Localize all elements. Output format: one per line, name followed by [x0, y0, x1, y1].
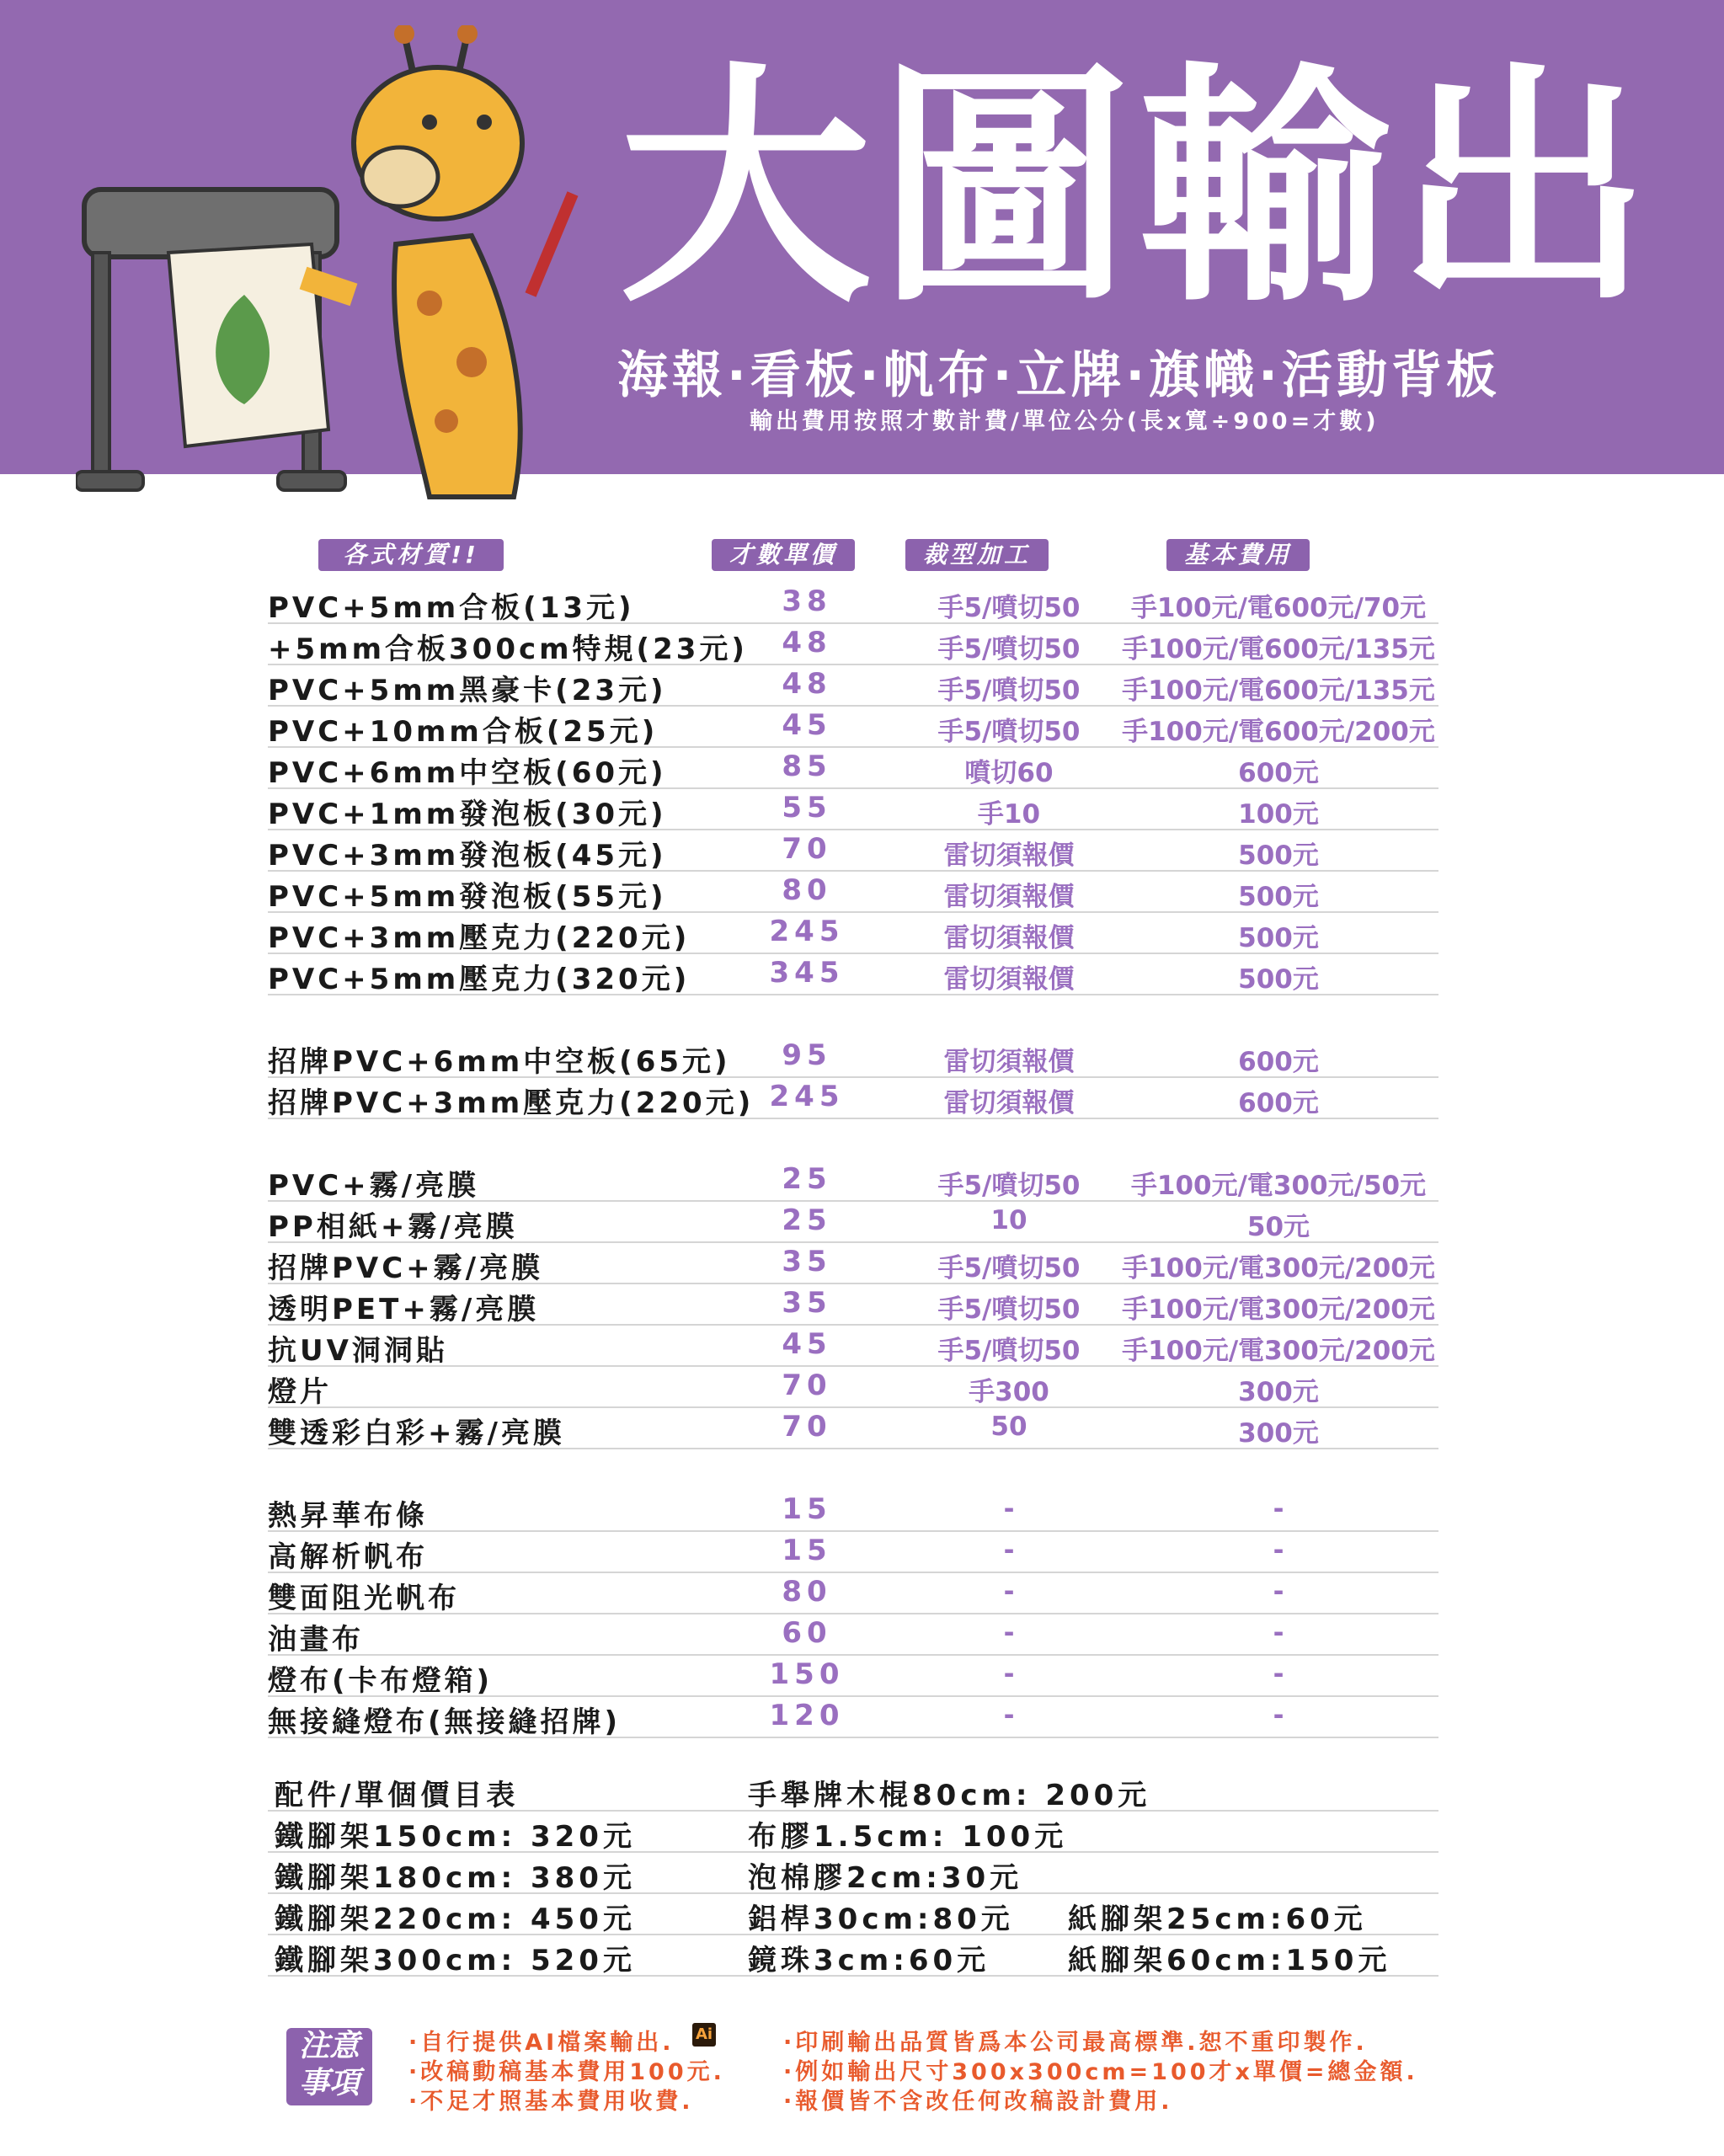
cutting-fee: 10: [990, 1205, 1027, 1235]
base-fee: -: [1273, 1618, 1284, 1648]
accessory-cell: 鐵腳架220cm: 450元: [275, 1903, 636, 1936]
unit-price: 345: [769, 956, 845, 990]
material-name: 透明PET+霧/亮膜: [268, 1293, 540, 1326]
page-title: 大圖輸出: [619, 42, 1657, 336]
unit-price: 60: [782, 1616, 832, 1650]
table-row: [268, 1654, 1438, 1697]
table-row: [268, 953, 1438, 995]
base-fee: 手100元/電600元/135元: [1122, 675, 1435, 706]
base-fee: 600元: [1238, 1088, 1319, 1118]
column-header-cutting: 裁型加工: [905, 539, 1049, 571]
accessory-cell: 布膠1.5cm: 100元: [748, 1820, 1068, 1854]
base-fee: 手100元/電300元/50元: [1130, 1171, 1427, 1201]
accessory-row: [268, 1851, 1438, 1894]
unit-price: 25: [782, 1203, 832, 1237]
unit-price: 70: [782, 832, 832, 866]
cutting-fee: -: [1003, 1494, 1015, 1524]
material-name: PP相紙+霧/亮膜: [268, 1210, 518, 1244]
base-fee: 500元: [1238, 882, 1319, 912]
note-left: ·改稿動稿基本費用100元.: [408, 2059, 725, 2085]
base-fee: 手100元/電600元/70元: [1130, 593, 1427, 623]
cutting-fee: 雷切須報價: [943, 1088, 1075, 1118]
cutting-fee: 手5/噴切50: [937, 1294, 1081, 1325]
table-row: [268, 705, 1438, 748]
table-row: [268, 829, 1438, 872]
accessory-cell: 手舉牌木棍80cm: 200元: [748, 1779, 1151, 1812]
base-fee: 300元: [1238, 1418, 1319, 1449]
unit-price: 55: [782, 791, 832, 825]
unit-price: 245: [769, 1080, 845, 1113]
material-name: 抗UV洞洞貼: [268, 1334, 448, 1368]
material-name: 招牌PVC+3mm壓克力(220元): [268, 1086, 755, 1120]
base-fee: -: [1273, 1659, 1284, 1689]
unit-price: 95: [782, 1038, 832, 1072]
base-fee: -: [1273, 1494, 1284, 1524]
base-fee: 100元: [1238, 799, 1319, 830]
notes-badge: [286, 2028, 372, 2105]
unit-price: 85: [782, 750, 832, 783]
accessory-cell: 鋁桿30cm:80元: [748, 1903, 1014, 1936]
unit-price: 70: [782, 1410, 832, 1444]
unit-price: 35: [782, 1245, 832, 1278]
column-header-unit-price: 才數單價: [712, 539, 855, 571]
table-row: [268, 1613, 1438, 1656]
cutting-fee: 雷切須報價: [943, 841, 1075, 871]
material-name: PVC+6mm中空板(60元): [268, 756, 667, 790]
material-name: 雙面阻光帆布: [268, 1582, 460, 1615]
cutting-fee: 手5/噴切50: [937, 1336, 1081, 1366]
table-row: [268, 870, 1438, 913]
notes-badge-line: 事項: [298, 2066, 360, 2100]
cutting-fee: 雷切須報價: [943, 923, 1075, 953]
accessory-cell: 鐵腳架150cm: 320元: [275, 1820, 636, 1854]
unit-price: 150: [769, 1657, 845, 1691]
accessory-cell: 紙腳架25cm:60元: [1068, 1903, 1367, 1936]
material-name: PVC+5mm發泡板(55元): [268, 880, 667, 914]
base-fee: 50元: [1246, 1212, 1310, 1242]
table-row: [268, 1241, 1438, 1284]
material-name: 招牌PVC+霧/亮膜: [268, 1251, 544, 1285]
accessory-cell: 配件/單個價目表: [275, 1779, 520, 1812]
unit-price: 245: [769, 915, 845, 948]
base-fee: -: [1273, 1577, 1284, 1607]
accessory-row: [268, 1769, 1438, 1812]
table-row: [268, 622, 1438, 665]
material-name: 燈片: [268, 1375, 332, 1409]
column-header-base-fee: 基本費用: [1166, 539, 1310, 571]
accessory-row: [268, 1810, 1438, 1853]
table-row: [268, 1324, 1438, 1367]
material-name: PVC+5mm合板(13元): [268, 591, 635, 625]
table-row: [268, 664, 1438, 707]
unit-price: 15: [782, 1534, 832, 1567]
base-fee: -: [1273, 1700, 1284, 1731]
note-right: ·報價皆不含改任何改稿設計費用.: [783, 2089, 1173, 2115]
base-fee: 手100元/電300元/200元: [1122, 1294, 1435, 1325]
giraffe-printer-illustration: [76, 25, 581, 531]
material-name: 油畫布: [268, 1623, 364, 1657]
notes-badge-line: 注意: [298, 2029, 360, 2063]
unit-price: 48: [782, 667, 832, 701]
note-left: ·自行提供AI檔案輸出.: [408, 2030, 675, 2056]
table-row: [268, 746, 1438, 789]
accessory-cell: 紙腳架60cm:150元: [1068, 1944, 1391, 1977]
table-row: [268, 1489, 1438, 1532]
unit-price: 15: [782, 1492, 832, 1526]
ai-file-icon: Ai: [692, 2023, 716, 2047]
base-fee: -: [1273, 1535, 1284, 1566]
accessory-row: [268, 1934, 1438, 1977]
table-row: [268, 1695, 1438, 1738]
base-fee: 500元: [1238, 923, 1319, 953]
material-name: 燈布(卡布燈箱): [268, 1664, 494, 1698]
unit-price: 70: [782, 1369, 832, 1402]
material-name: 雙透彩白彩+霧/亮膜: [268, 1417, 565, 1450]
table-row: [268, 1200, 1438, 1243]
note-left: ·不足才照基本費用收費.: [408, 2089, 694, 2115]
cutting-fee: 手5/噴切50: [937, 717, 1081, 747]
unit-price: 80: [782, 1575, 832, 1609]
base-fee: 手100元/電300元/200元: [1122, 1253, 1435, 1283]
material-name: 高解析帆布: [268, 1540, 428, 1574]
table-row: [268, 1530, 1438, 1573]
cutting-fee: 雷切須報價: [943, 964, 1075, 995]
unit-price: 48: [782, 626, 832, 659]
material-name: 無接縫燈布(無接縫招牌): [268, 1705, 622, 1739]
cutting-fee: 手300: [969, 1377, 1049, 1407]
material-name: PVC+3mm壓克力(220元): [268, 921, 691, 955]
cutting-fee: -: [1003, 1659, 1015, 1689]
unit-price: 25: [782, 1162, 832, 1196]
material-name: +5mm合板300cm特規(23元): [268, 632, 748, 666]
base-fee: 手100元/電600元/200元: [1122, 717, 1435, 747]
accessory-cell: 鐵腳架180cm: 380元: [275, 1861, 636, 1895]
unit-price: 35: [782, 1286, 832, 1320]
material-name: PVC+5mm壓克力(320元): [268, 963, 691, 996]
base-fee: 手100元/電600元/135元: [1122, 634, 1435, 664]
table-row: [268, 1283, 1438, 1326]
base-fee: 500元: [1238, 964, 1319, 995]
unit-price: 45: [782, 1327, 832, 1361]
table-row: [268, 1035, 1438, 1078]
cutting-fee: 手5/噴切50: [937, 1171, 1081, 1201]
page-subtitle: 海報·看板·帆布·立牌·旗幟·活動背板: [617, 346, 1501, 405]
cutting-fee: -: [1003, 1700, 1015, 1731]
note-right: ·印刷輸出品質皆爲本公司最高標準.恕不重印製作.: [783, 2030, 1368, 2056]
unit-price: 120: [769, 1699, 845, 1732]
base-fee: 600元: [1238, 758, 1319, 788]
material-name: 熱昇華布條: [268, 1499, 428, 1533]
unit-price: 38: [782, 584, 832, 618]
accessory-cell: 鏡珠3cm:60元: [748, 1944, 990, 1977]
cutting-fee: 手5/噴切50: [937, 1253, 1081, 1283]
table-row: [268, 1076, 1438, 1119]
material-name: PVC+10mm合板(25元): [268, 715, 659, 749]
cutting-fee: 雷切須報價: [943, 1047, 1075, 1077]
table-row: [268, 911, 1438, 954]
cutting-fee: 手5/噴切50: [937, 675, 1081, 706]
material-name: PVC+5mm黑豪卡(23元): [268, 674, 667, 707]
material-name: 招牌PVC+6mm中空板(65元): [268, 1045, 731, 1079]
table-row: [268, 1572, 1438, 1614]
accessory-cell: 泡棉膠2cm:30元: [748, 1861, 1023, 1895]
table-row: [268, 581, 1438, 624]
cutting-fee: 50: [990, 1412, 1027, 1442]
cutting-fee: 手5/噴切50: [937, 593, 1081, 623]
column-header-material: 各式材質!!: [318, 539, 504, 571]
cutting-fee: 手5/噴切50: [937, 634, 1081, 664]
unit-price: 80: [782, 873, 832, 907]
material-name: PVC+1mm發泡板(30元): [268, 798, 667, 831]
pricing-formula: 輸出費用按照才數計費/單位公分(長x寬÷900=才數): [750, 408, 1380, 435]
table-row: [268, 1159, 1438, 1202]
accessory-cell: 鐵腳架300cm: 520元: [275, 1944, 636, 1977]
unit-price: 45: [782, 708, 832, 742]
base-fee: 300元: [1238, 1377, 1319, 1407]
base-fee: 500元: [1238, 841, 1319, 871]
material-name: PVC+霧/亮膜: [268, 1169, 480, 1203]
material-name: PVC+3mm發泡板(45元): [268, 839, 667, 873]
cutting-fee: 手10: [977, 799, 1041, 830]
base-fee: 手100元/電300元/200元: [1122, 1336, 1435, 1366]
accessory-row: [268, 1892, 1438, 1935]
cutting-fee: 噴切60: [964, 758, 1054, 788]
note-right: ·例如輸出尺寸300x300cm=100才x單價=總金額.: [783, 2059, 1418, 2085]
table-row: [268, 787, 1438, 830]
cutting-fee: -: [1003, 1577, 1015, 1607]
cutting-fee: -: [1003, 1535, 1015, 1566]
cutting-fee: 雷切須報價: [943, 882, 1075, 912]
table-row: [268, 1406, 1438, 1449]
base-fee: 600元: [1238, 1047, 1319, 1077]
cutting-fee: -: [1003, 1618, 1015, 1648]
table-row: [268, 1365, 1438, 1408]
